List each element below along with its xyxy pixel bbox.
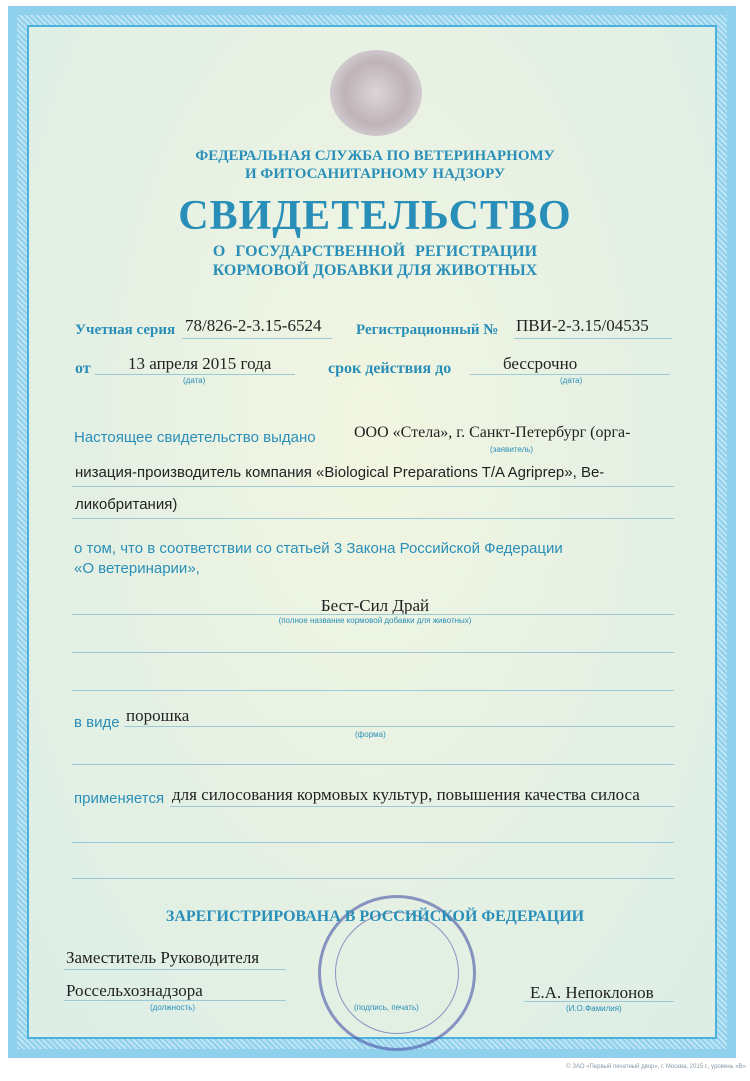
validity-underline (470, 374, 670, 375)
validity-caption: (дата) (560, 376, 583, 385)
name-caption: (И.О.Фамилия) (566, 1004, 622, 1013)
form-caption: (форма) (355, 730, 386, 739)
series-value: 78/826-2-3.15-6524 (185, 316, 322, 335)
form-underline (124, 726, 674, 727)
product-underline (72, 614, 674, 615)
regnum-underline (514, 338, 672, 339)
date-caption: (дата) (183, 376, 206, 385)
applicant-caption: (заявитель) (490, 445, 534, 454)
usage-value: для силосования кормовых культур, повышения качества силоса (172, 785, 640, 804)
issued-line1: ООО «Стела», г. Санкт-Петербург (орга- (354, 424, 631, 441)
name-underline (524, 1001, 674, 1002)
date-underline (95, 374, 295, 375)
usage-label: применяется (74, 790, 165, 807)
issued-underline3 (72, 518, 674, 519)
date-value: 13 апреля 2015 года (128, 354, 272, 373)
issued-label: Настоящее свидетельство выдано (74, 429, 316, 446)
regnum-value: ПВИ-2-3.15/04535 (516, 316, 649, 335)
position-line1: Заместитель Руководителя (66, 948, 260, 967)
validity-label: срок действия до (328, 360, 452, 377)
regnum-label: Регистрационный № (356, 322, 499, 338)
position-underline2 (64, 1000, 286, 1001)
form-underline2 (72, 764, 674, 765)
position-line2: Россельхознадзора (66, 981, 203, 1000)
agency-line1: ФЕДЕРАЛЬНАЯ СЛУЖБА ПО ВЕТЕРИНАРНОМУ (195, 148, 555, 164)
position-caption: (должность) (150, 1003, 195, 1012)
validity-value: бессрочно (503, 354, 578, 373)
usage-underline3 (72, 878, 674, 879)
issued-line3: ликобритания) (75, 496, 178, 513)
hologram-emblem (330, 50, 422, 136)
product-underline3 (72, 690, 674, 691)
agency-line2: И ФИТОСАНИТАРНОМУ НАДЗОРУ (245, 166, 505, 182)
usage-underline2 (72, 842, 674, 843)
issued-line2: низация-производитель компания «Biological Preparations T/A Agriprep», Ве- (75, 464, 605, 481)
signatory-name: Е.А. Непоклонов (530, 983, 654, 1002)
law-line2: «О ветеринарии», (74, 560, 200, 577)
subtitle-line1: О ГОСУДАРСТВЕННОЙ РЕГИСТРАЦИИ (212, 243, 538, 260)
date-label: от (75, 360, 91, 377)
usage-underline (170, 806, 674, 807)
signature-caption: (подпись, печать) (354, 1003, 419, 1012)
subtitle-line2: КОРМОВОЙ ДОБАВКИ ДЛЯ ЖИВОТНЫХ (212, 262, 538, 279)
printer-imprint: © ЗАО «Первый печатный двор», г. Москва, 2015 г., уровень «В» (566, 1064, 746, 1070)
product-underline2 (72, 652, 674, 653)
law-line1: о том, что в соответствии со статьей 3 Закона Российской Федерации (74, 540, 563, 557)
series-underline (182, 338, 332, 339)
form-label: в виде (74, 714, 120, 731)
form-value: порошка (126, 706, 190, 725)
position-underline1 (64, 969, 286, 970)
product-name: Бест-Сил Драй (320, 596, 430, 615)
series-label: Учетная серия (75, 322, 176, 338)
document-title: СВИДЕТЕЛЬСТВО (178, 193, 572, 239)
issued-underline2 (72, 486, 674, 487)
product-caption: (полное название кормовой добавки для животных) (278, 616, 472, 625)
registered-heading: ЗАРЕГИСТРИРОВАНА В РОССИЙСКОЙ ФЕДЕРАЦИИ (165, 908, 585, 925)
